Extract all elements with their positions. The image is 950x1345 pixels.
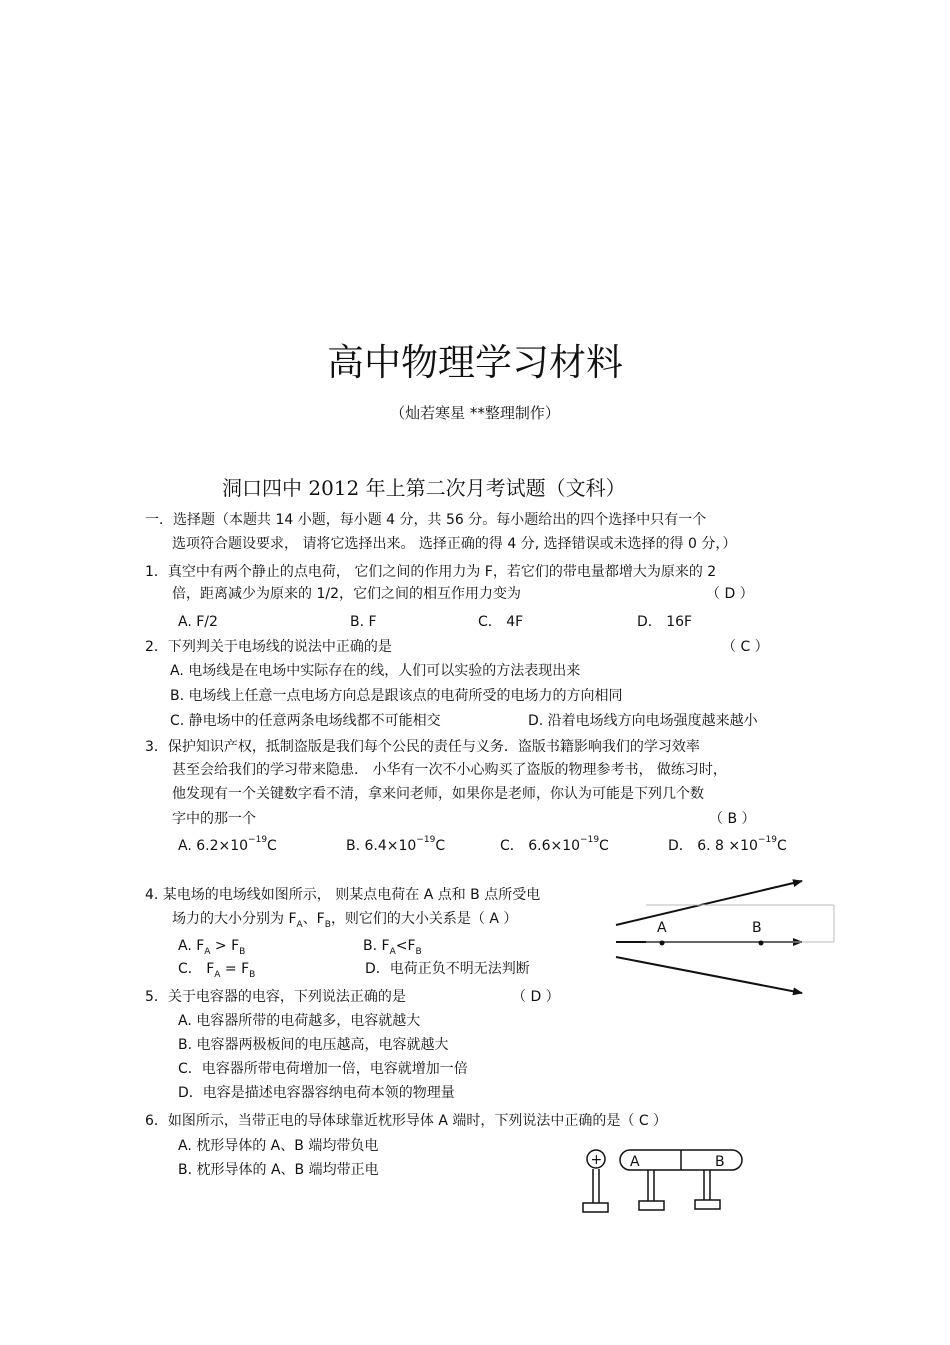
q1-line2: 倍，距离减少为原来的 1/2，它们之间的相互作用力变为 bbox=[172, 586, 521, 602]
q3-line3: 他发现有一个关键数字看不清，拿来问老师，如果你是老师，你认为可能是下列几个数 bbox=[172, 786, 704, 802]
main-title: 高中物理学习材料 bbox=[327, 341, 623, 384]
q4-option-b: B. $F_A<F_B$ bbox=[363, 938, 422, 957]
q1-answer: （ D ） bbox=[706, 586, 754, 602]
q4-option-d: D．电荷正负不明无法判断 bbox=[365, 961, 530, 977]
field-line-lower bbox=[616, 957, 802, 993]
q3-line1: 3．保护知识产权，抵制盗版是我们每个公民的责任与义务．盗版书籍影响我们的学习效率 bbox=[145, 739, 700, 755]
point-b-dot bbox=[759, 941, 764, 946]
field-lines-figure bbox=[612, 870, 837, 1000]
section-heading-line2: 选项符合题设要求， 请将它选择出来。 选择正确的得 4 分, 选择错误或未选择的得 0 分，） bbox=[172, 536, 737, 552]
point-a-dot bbox=[660, 941, 665, 946]
q5-option-a: A. 电容器所带的电荷越多，电容就越大 bbox=[178, 1013, 421, 1029]
sphere-base bbox=[583, 1203, 608, 1212]
q3-option-b: B. $6.4\times 10^{-19}C$ bbox=[346, 835, 446, 854]
q5-option-d: D．电容是描述电容器容纳电荷本领的物理量 bbox=[178, 1085, 455, 1101]
q1-option-a: A. F/2 bbox=[178, 614, 218, 630]
q6-option-b: B. 枕形导体的 A、B 端均带正电 bbox=[178, 1162, 379, 1178]
q3-line4: 字中的那一个 bbox=[172, 811, 256, 827]
q2-option-a: A. 电场线是在电场中实际存在的线，人们可以实验的方法表现出来 bbox=[170, 663, 581, 679]
q2-stem: 2．下列判关于电场线的说法中正确的是 bbox=[145, 639, 392, 655]
point-b-label: B bbox=[752, 920, 762, 936]
field-line-upper bbox=[616, 881, 802, 925]
plus-sign: + bbox=[590, 1152, 603, 1168]
q1-option-d: D． 16F bbox=[637, 614, 693, 630]
q4-option-a: A. $F_A > F_B$ bbox=[178, 938, 246, 957]
q6-stem: 6．如图所示，当带正电的导体球靠近枕形导体 A 端时，下列说法中正确的是（ C ） bbox=[145, 1113, 668, 1129]
conductor-figure bbox=[575, 1143, 750, 1218]
q2-option-b: B. 电场线上任意一点电场方向总是跟该点的电荷所受的电场力的方向相同 bbox=[170, 688, 623, 704]
q4-line1: 4. 某电场的电场线如图所示， 则某点电荷在 A 点和 B 点所受电 bbox=[145, 887, 541, 903]
q3-option-a: A. $6.2\times 10^{-19}C$ bbox=[178, 835, 277, 854]
q3-line2: 甚至会给我们的学习带来隐患． 小华有一次不小心购买了盗版的物理参考书， 做练习时， bbox=[172, 762, 727, 778]
stand-a-base bbox=[639, 1201, 664, 1210]
q3-option-c: C． $6.6\times 10^{-19}C$ bbox=[500, 835, 609, 854]
conductor-label-b: B bbox=[715, 1154, 725, 1170]
q3-answer: （ B ） bbox=[709, 811, 756, 827]
q1-line1: 1．真空中有两个静止的点电荷， 它们之间的作用力为 F，若它们的带电量都增大为原来的 2 bbox=[145, 564, 717, 580]
conductor-label-a: A bbox=[630, 1154, 640, 1170]
sub-title: （灿若寒星 **整理制作） bbox=[390, 404, 560, 422]
section-heading-line1: 一．选择题（本题共 14 小题，每小题 4 分，共 56 分。每小题给出的四个选择中只有一个 bbox=[145, 512, 707, 528]
q4-option-c: C． $F_A = F_B$ bbox=[178, 961, 256, 980]
q2-option-c: C. 静电场中的任意两条电场线都不可能相交 bbox=[170, 713, 441, 729]
point-a-label: A bbox=[657, 920, 667, 936]
q3-option-d: D． 6. $8 \times 10^{-19}C$ bbox=[668, 835, 787, 854]
q6-option-a: A. 枕形导体的 A、B 端均带负电 bbox=[178, 1138, 379, 1154]
q1-option-b: B. F bbox=[350, 614, 377, 630]
q2-option-d: D. 沿着电场线方向电场强度越来越小 bbox=[528, 713, 758, 729]
q4-line2: 场力的大小分别为 $F_A$、$F_B$，则它们的大小关系是（ A ） bbox=[172, 911, 518, 930]
q5-option-b: B. 电容器两极板间的电压越高，电容就越大 bbox=[178, 1037, 449, 1053]
q1-option-c: C． 4F bbox=[478, 614, 524, 630]
exam-title: 洞口四中 2012 年上第二次月考试题（文科） bbox=[222, 476, 626, 500]
q2-answer: （ C ） bbox=[722, 639, 769, 655]
q5-option-c: C．电容器所带电荷增加一倍，电容就增加一倍 bbox=[178, 1061, 468, 1077]
q5-answer: （ D ） bbox=[512, 989, 560, 1005]
q5-stem: 5．关于电容器的电容，下列说法正确的是 bbox=[145, 989, 406, 1005]
stand-b-base bbox=[695, 1200, 720, 1209]
